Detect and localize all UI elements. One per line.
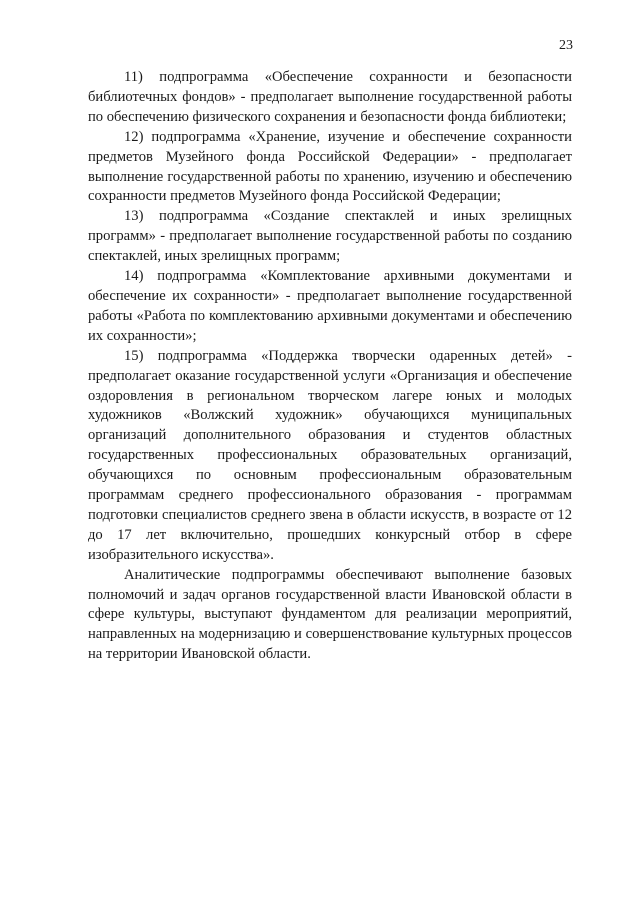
document-body [88,68,572,665]
paragraph-analytic-subprograms: Аналитические подпрограммы обеспечивают выполнение базовых полномочий и задач органов государственной власти Ивановской области в сфере культуры, выступают фундаментом для реализации мероприятий, направленных на модернизацию и совершенствование культурных процессов на территории Ивановской области. [88,566,572,663]
page-number: 23 [559,38,573,53]
paragraph-subprogram-13: 13) подпрограмма «Создание спектаклей и иных зрелищных программ» - предполагает выполнение государственной работы по созданию спектаклей, иных зрелищных программ; [88,208,572,265]
paragraph-subprogram-15: 15) подпрограмма «Поддержка творчески одаренных детей» - предполагает оказание государственной услуги «Организация и обеспечение оздоровления в региональном творческом лагере юных и молодых художников «Волжский художник» обучающихся муниципальных организаций дополнительного образования и студентов областных государственных профессиональных образовательных организаций, обучающихся по основным профессиональным образовательным программам среднего профессионального образования - программам подготовки специалистов среднего звена в области искусств, в возрасте от 12 до 17 лет включительно, прошедших конкурсный отбор в сфере изобразительного искусства». [88,347,572,563]
paragraph-subprogram-14: 14) подпрограмма «Комплектование архивными документами и обеспечение их сохранности» - предполагает выполнение государственной работы «Работа по комплектованию архивными документами и обеспечению их сохранности»; [88,268,572,344]
paragraph-subprogram-12: 12) подпрограмма «Хранение, изучение и обеспечение сохранности предметов Музейного фонда Российской Федерации» - предполагает выполнение государственной работы по хранению, изучению и обеспечению сохранности предметов Музейного фонда Российской Федерации; [88,128,572,205]
paragraph-subprogram-11: 11) подпрограмма «Обеспечение сохранности и безопасности библиотечных фондов» - предполагает выполнение государственной работы по обеспечению физического сохранения и безопасности фонда библиотеки; [88,69,572,125]
